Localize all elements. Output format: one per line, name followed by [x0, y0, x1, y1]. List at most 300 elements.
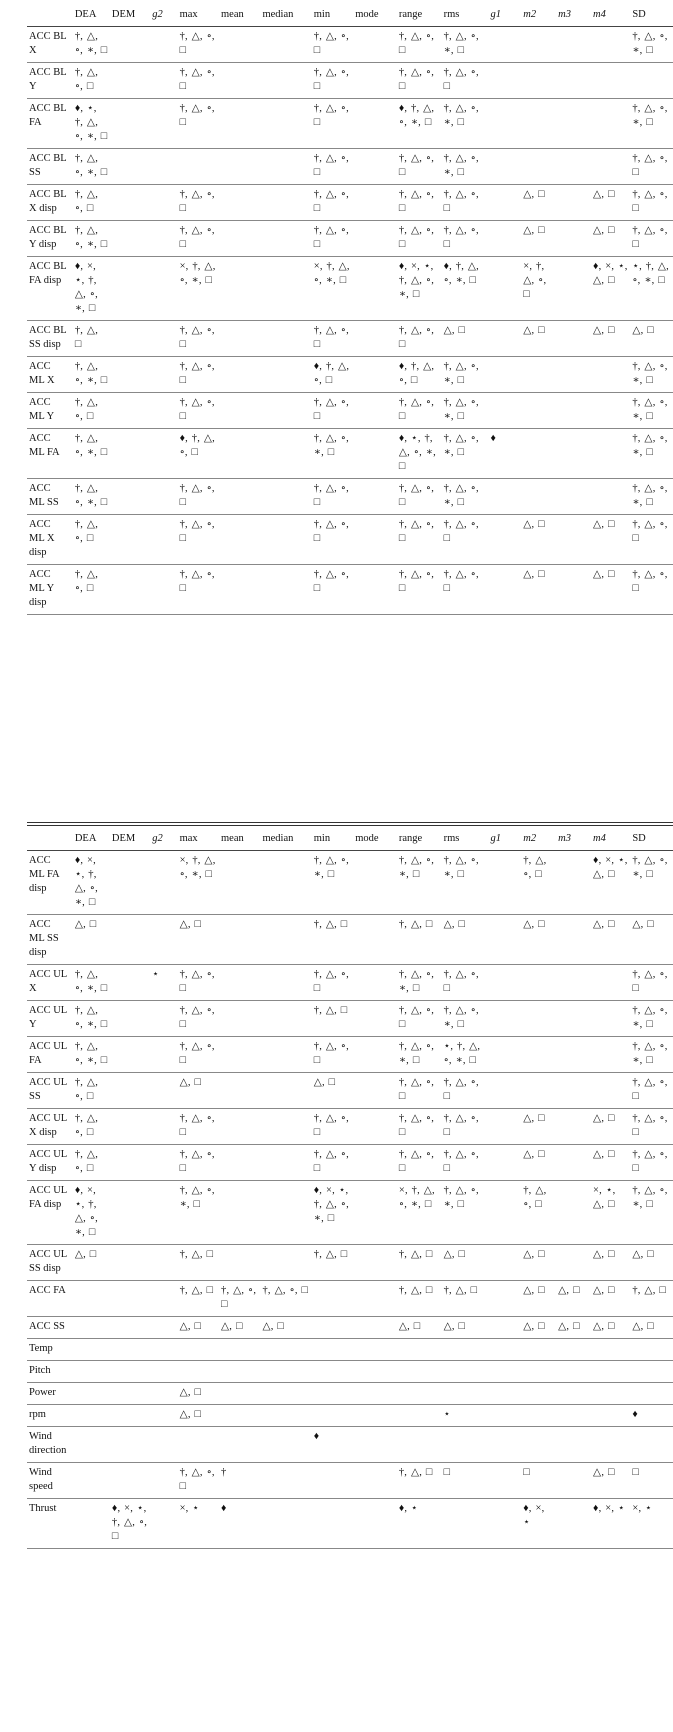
table-cell: △, □ [630, 915, 673, 965]
table-cell [219, 851, 260, 915]
table-cell [110, 1281, 150, 1317]
table-cell [521, 429, 556, 479]
table-cell: ♦, ×, ⋆ [521, 1499, 556, 1549]
row-label: ACC ML X [27, 357, 73, 393]
table-cell [442, 1427, 489, 1463]
table-cell: ⋆ [442, 1405, 489, 1427]
table-cell [489, 1145, 522, 1181]
table-cell [219, 321, 260, 357]
col-header-m2: m2 [521, 4, 556, 27]
table-cell [489, 1463, 522, 1499]
table-cell [219, 63, 260, 99]
table-cell: †, △, ∘, □ [178, 565, 219, 615]
table-cell [312, 1405, 353, 1427]
table-cell: ♦ [489, 429, 522, 479]
table-cell [73, 1361, 110, 1383]
table-cell: †, △, ∘, □ [73, 1073, 110, 1109]
table-cell: †, △, ∘, □ [73, 515, 110, 565]
table-cell [73, 1427, 110, 1463]
table-cell: △, □ [521, 1317, 556, 1339]
table-cell [150, 1001, 177, 1037]
table-cell: †, △, □ [73, 321, 110, 357]
table-cell [489, 1317, 522, 1339]
table-cell: †, △, ∘, ∗, □ [630, 479, 673, 515]
table-cell: †, △, ∘, □ [178, 1109, 219, 1145]
table-cell [260, 965, 311, 1001]
table-cell [630, 1339, 673, 1361]
table-cell: ×, †, △, ∘, ∗, □ [312, 257, 353, 321]
table-cell [556, 565, 591, 615]
table-cell: †, △, ∘, □ [630, 565, 673, 615]
table-cell [556, 479, 591, 515]
table-cell: ⋆, †, △, ∘, ∗, □ [442, 1037, 489, 1073]
table-cell [150, 1145, 177, 1181]
col-header-m3: m3 [556, 828, 591, 851]
table-cell [353, 221, 397, 257]
table-cell: †, △, □ [178, 1281, 219, 1317]
table-row [27, 1245, 673, 1281]
table-cell [489, 149, 522, 185]
table-cell: †, △, ∘, □ [630, 515, 673, 565]
table-cell: †, △, □ [630, 1281, 673, 1317]
table-cell [630, 63, 673, 99]
col-header-g2: g2 [150, 828, 177, 851]
table-row [27, 1109, 673, 1145]
table-cell: †, △, ∘, □ [397, 221, 442, 257]
table-cell: †, △, ∘, ∗, □ [442, 99, 489, 149]
table-cell [219, 1001, 260, 1037]
table-cell [219, 1245, 260, 1281]
table-cell [353, 965, 397, 1001]
table-cell: ♦, †, △, ∘, □ [178, 429, 219, 479]
table-cell [219, 1383, 260, 1405]
row-label: ACC UL Y [27, 1001, 73, 1037]
table-cell: †, △, □ [178, 1245, 219, 1281]
row-label: Wind direction [27, 1427, 73, 1463]
table-cell [353, 27, 397, 63]
table-cell [556, 185, 591, 221]
table-cell: ⋆, †, △, ∘, ∗, □ [630, 257, 673, 321]
table-cell: †, △, ∘, ∗, □ [442, 851, 489, 915]
table-cell [219, 1427, 260, 1463]
table-cell [397, 1427, 442, 1463]
table-cell: △, □ [178, 1383, 219, 1405]
table-cell [489, 1383, 522, 1405]
table-cell: △, □ [178, 1073, 219, 1109]
table-cell [219, 221, 260, 257]
table-cell [353, 393, 397, 429]
table-cell: †, △, ∘, □ [442, 185, 489, 221]
row-label: ACC BL X disp [27, 185, 73, 221]
table-cell [521, 99, 556, 149]
table-cell: △, □ [630, 1245, 673, 1281]
table-cell [353, 1109, 397, 1145]
table-cell [556, 1339, 591, 1361]
table-cell [150, 1339, 177, 1361]
table-cell [110, 1383, 150, 1405]
table-cell [110, 99, 150, 149]
table-cell: †, △, ∘, □ [630, 185, 673, 221]
table-cell: †, △, ∘, □ [521, 1181, 556, 1245]
table-cell: †, △, ∘, □ [178, 1037, 219, 1073]
table-cell [556, 1001, 591, 1037]
table-cell [442, 1499, 489, 1549]
table-cell [260, 1109, 311, 1145]
table-cell [521, 479, 556, 515]
row-label: Pitch [27, 1361, 73, 1383]
table-cell: †, △, ∘, ∗, □ [397, 965, 442, 1001]
table-cell [73, 1405, 110, 1427]
table-cell: †, △, ∘, ∗, □ [73, 965, 110, 1001]
table-cell [219, 357, 260, 393]
results-table-part-2 [27, 828, 673, 1549]
table-cell [591, 63, 630, 99]
table-cell [521, 63, 556, 99]
table-cell: †, △, ∘, □ [178, 221, 219, 257]
table-cell [150, 1463, 177, 1499]
table-cell [219, 429, 260, 479]
table-cell: †, △, ∘, ∗, □ [397, 851, 442, 915]
table-cell [353, 1073, 397, 1109]
table-cell: †, △, ∘, □ [442, 221, 489, 257]
table-cell: †, △, ∘, ∗, □ [630, 1037, 673, 1073]
table-cell [260, 99, 311, 149]
table-cell [353, 321, 397, 357]
table-cell [442, 1361, 489, 1383]
table-cell [591, 1427, 630, 1463]
table-cell: †, △, □ [312, 1245, 353, 1281]
table-row [27, 479, 673, 515]
table-cell [521, 965, 556, 1001]
table-cell [150, 479, 177, 515]
table-cell [353, 257, 397, 321]
table-cell [442, 1339, 489, 1361]
table-cell: †, △, ∘, □ [178, 63, 219, 99]
table-cell: †, △, ∘, □ [312, 1037, 353, 1073]
table-cell: †, △, ∘, □ [219, 1281, 260, 1317]
table-cell [219, 915, 260, 965]
table-cell: †, △, □ [312, 1001, 353, 1037]
table-cell [110, 1317, 150, 1339]
table-cell [110, 1109, 150, 1145]
col-header-sd: SD [630, 4, 673, 27]
table-cell: †, △, ∘, □ [397, 27, 442, 63]
row-label: Thrust [27, 1499, 73, 1549]
table-cell [521, 393, 556, 429]
table-cell [260, 257, 311, 321]
row-label: ACC BL SS [27, 149, 73, 185]
table-cell [556, 1181, 591, 1245]
table-cell: △, □ [219, 1317, 260, 1339]
table-cell [353, 915, 397, 965]
table-cell: △, □ [521, 1145, 556, 1181]
table-body-part-1 [27, 27, 673, 615]
table-cell [150, 515, 177, 565]
table-row [27, 185, 673, 221]
table-cell: ♦, ×, ⋆, †, △, ∘, ∗, □ [73, 851, 110, 915]
table-cell: †, △, ∘, □ [397, 565, 442, 615]
table-cell: △, □ [260, 1317, 311, 1339]
col-header-m4: m4 [591, 4, 630, 27]
table-cell: △, □ [521, 1281, 556, 1317]
row-label: ACC BL FA disp [27, 257, 73, 321]
table-cell: ♦, ×, ⋆, △, □ [591, 851, 630, 915]
table-cell: △, □ [556, 1281, 591, 1317]
table-cell: †, △, ∘, ∗, □ [630, 1181, 673, 1245]
results-table-part-1 [27, 4, 673, 615]
table-cell: †, △, ∘, ∗, □ [442, 479, 489, 515]
corner-cell [27, 4, 73, 27]
table-cell [489, 257, 522, 321]
table-cell [219, 1405, 260, 1427]
table-cell [353, 1463, 397, 1499]
table-cell: †, △, ∘, ∗, □ [73, 429, 110, 479]
table-cell [591, 357, 630, 393]
table-cell: †, △, ∘, □ [442, 965, 489, 1001]
table-cell [110, 185, 150, 221]
table-cell [591, 27, 630, 63]
col-header-dem: DEM [110, 4, 150, 27]
table-cell [178, 149, 219, 185]
table-cell [150, 1361, 177, 1383]
table-cell [150, 1405, 177, 1427]
double-rule-top [27, 822, 673, 823]
table-cell: △, □ [521, 515, 556, 565]
table-cell [260, 515, 311, 565]
row-label: ACC SS [27, 1317, 73, 1339]
table-cell [556, 99, 591, 149]
table-cell: †, △, ∘, □ [397, 479, 442, 515]
table-cell: †, △, ∘, □ [630, 965, 673, 1001]
table-cell: †, △, ∘, □ [521, 851, 556, 915]
table-cell [110, 1037, 150, 1073]
table-cell: △, □ [630, 321, 673, 357]
table-cell: †, △, ∘, ∗, □ [73, 357, 110, 393]
table-row [27, 515, 673, 565]
table-cell: △, □ [591, 321, 630, 357]
table-cell [73, 1383, 110, 1405]
table-cell: ♦ [312, 1427, 353, 1463]
table-cell: ×, †, △, ∘, □ [521, 257, 556, 321]
table-cell [489, 321, 522, 357]
table-cell: †, △, ∘, ∗, □ [73, 27, 110, 63]
table-cell [556, 1145, 591, 1181]
table-cell [312, 1317, 353, 1339]
table-cell: ♦, ⋆, †, △, ∘, ∗, □ [397, 429, 442, 479]
table-cell [556, 1109, 591, 1145]
table-cell [591, 965, 630, 1001]
table-cell [489, 1037, 522, 1073]
table-cell: †, △, ∘, □ [397, 63, 442, 99]
table-cell: ♦, ×, ⋆, †, △, ∘, ∗, □ [73, 257, 110, 321]
col-header-mode: mode [353, 4, 397, 27]
table-cell [150, 27, 177, 63]
table-cell: †, △, ∘, ∗, □ [442, 1001, 489, 1037]
col-header-mode: mode [353, 828, 397, 851]
table-row [27, 63, 673, 99]
col-header-m3: m3 [556, 4, 591, 27]
table-cell [353, 1245, 397, 1281]
table-cell [219, 185, 260, 221]
table-cell [353, 851, 397, 915]
table-cell: †, △, ∘, □ [73, 1109, 110, 1145]
table-cell [73, 1463, 110, 1499]
table-cell: △, □ [591, 1245, 630, 1281]
table-cell [150, 1317, 177, 1339]
col-header-min: min [312, 4, 353, 27]
table-cell [489, 965, 522, 1001]
table-cell [591, 479, 630, 515]
table-cell [521, 1339, 556, 1361]
table-cell [353, 1145, 397, 1181]
table-cell: △, □ [521, 1109, 556, 1145]
table-cell: †, △, ∘, □ [178, 479, 219, 515]
col-header-rms: rms [442, 4, 489, 27]
table-cell [353, 1339, 397, 1361]
table-cell [489, 1339, 522, 1361]
table-row [27, 565, 673, 615]
table-cell: †, △, ∘, □ [630, 221, 673, 257]
table-cell: †, △, ∘, □ [178, 1145, 219, 1181]
table-cell: □ [630, 1463, 673, 1499]
table-cell [591, 1383, 630, 1405]
table-cell: †, △, ∘, □ [397, 1073, 442, 1109]
table-cell: □ [521, 1463, 556, 1499]
table-cell: †, △, ∘, ∗, □ [73, 479, 110, 515]
row-label: ACC UL FA disp [27, 1181, 73, 1245]
table-cell: †, △, ∘, □ [178, 1001, 219, 1037]
table-cell [110, 479, 150, 515]
row-label: ACC UL Y disp [27, 1145, 73, 1181]
table-cell [353, 515, 397, 565]
table-cell: △, □ [442, 321, 489, 357]
table-cell: †, △, ∘, □ [312, 63, 353, 99]
table-cell [353, 1037, 397, 1073]
col-header-range: range [397, 4, 442, 27]
table-cell [150, 1109, 177, 1145]
double-rule-bottom [27, 825, 673, 826]
table-cell: △, □ [178, 1317, 219, 1339]
table-cell [353, 149, 397, 185]
table-cell [489, 915, 522, 965]
table-cell [353, 1499, 397, 1549]
table-cell [150, 99, 177, 149]
table-cell [556, 1245, 591, 1281]
table-row [27, 357, 673, 393]
table-row [27, 851, 673, 915]
row-label: ACC BL Y [27, 63, 73, 99]
table-row [27, 99, 673, 149]
table-cell [110, 1427, 150, 1463]
table-cell: ×, †, △, ∘, ∗, □ [178, 257, 219, 321]
table-cell [556, 429, 591, 479]
table-cell [150, 429, 177, 479]
table-cell: †, △, ∘, ∗, □ [312, 851, 353, 915]
table-cell [110, 851, 150, 915]
table-row [27, 1145, 673, 1181]
table-cell [591, 1361, 630, 1383]
table-cell [591, 393, 630, 429]
table-cell: †, △, ∘, □ [178, 357, 219, 393]
table-cell: †, △, ∘, □ [312, 99, 353, 149]
table-cell [260, 1001, 311, 1037]
table-cell [110, 915, 150, 965]
table-cell [489, 99, 522, 149]
table-cell [591, 429, 630, 479]
col-header-m4: m4 [591, 828, 630, 851]
table-cell: †, △, □ [312, 915, 353, 965]
table-cell: †, △, ∘, ∗, □ [73, 1037, 110, 1073]
table-cell: †, △, □ [442, 1281, 489, 1317]
table-cell: †, △, ∘, ∗, □ [630, 27, 673, 63]
table-cell [260, 851, 311, 915]
table-cell: †, △, ∘, □ [442, 565, 489, 615]
table-cell [219, 99, 260, 149]
table-cell [260, 1245, 311, 1281]
table-cell [260, 63, 311, 99]
table-cell [397, 1339, 442, 1361]
table-cell [219, 565, 260, 615]
table-cell [110, 1001, 150, 1037]
table-cell: △, □ [73, 1245, 110, 1281]
table-cell [442, 1383, 489, 1405]
table-cell: □ [442, 1463, 489, 1499]
table-cell [489, 851, 522, 915]
table-cell: ×, ⋆, △, □ [591, 1181, 630, 1245]
table-cell: †, △, ∘, □ [73, 185, 110, 221]
table-cell: △, □ [591, 565, 630, 615]
table-cell: †, △, ∘, ∗, □ [442, 1181, 489, 1245]
table-cell: †, △, ∘, ∗, □ [630, 429, 673, 479]
table-row [27, 393, 673, 429]
table-cell [489, 185, 522, 221]
table-cell [219, 1109, 260, 1145]
table-cell [260, 1463, 311, 1499]
col-header-median: median [260, 828, 311, 851]
table-cell [312, 1339, 353, 1361]
col-header-mean: mean [219, 828, 260, 851]
table-row [27, 965, 673, 1001]
table-cell [489, 565, 522, 615]
table-cell: †, △, ∘, □ [178, 27, 219, 63]
table-cell: †, △, ∘, □ [312, 1109, 353, 1145]
table-cell: ♦, ×, ⋆, †, △, ∘, □ [110, 1499, 150, 1549]
table-cell [353, 479, 397, 515]
table-row [27, 1427, 673, 1463]
table-cell [489, 515, 522, 565]
table-cell [591, 1073, 630, 1109]
table-cell [260, 357, 311, 393]
table-cell [110, 257, 150, 321]
table-cell [489, 479, 522, 515]
row-label: ACC ML X disp [27, 515, 73, 565]
table-cell [110, 357, 150, 393]
table-cell: ♦, ⋆ [397, 1499, 442, 1549]
table-cell: △, □ [312, 1073, 353, 1109]
table-cell [556, 27, 591, 63]
table-cell [521, 1001, 556, 1037]
table-cell: †, △, ∘, □ [178, 515, 219, 565]
table-cell [489, 1001, 522, 1037]
table-cell [521, 149, 556, 185]
table-cell [260, 27, 311, 63]
table-cell: ⋆ [150, 965, 177, 1001]
table-cell: ♦, ×, ⋆, †, △, ∘, ∗, □ [312, 1181, 353, 1245]
table-row [27, 1383, 673, 1405]
col-header-g2: g2 [150, 4, 177, 27]
table-cell: △, □ [521, 185, 556, 221]
table-cell [556, 965, 591, 1001]
